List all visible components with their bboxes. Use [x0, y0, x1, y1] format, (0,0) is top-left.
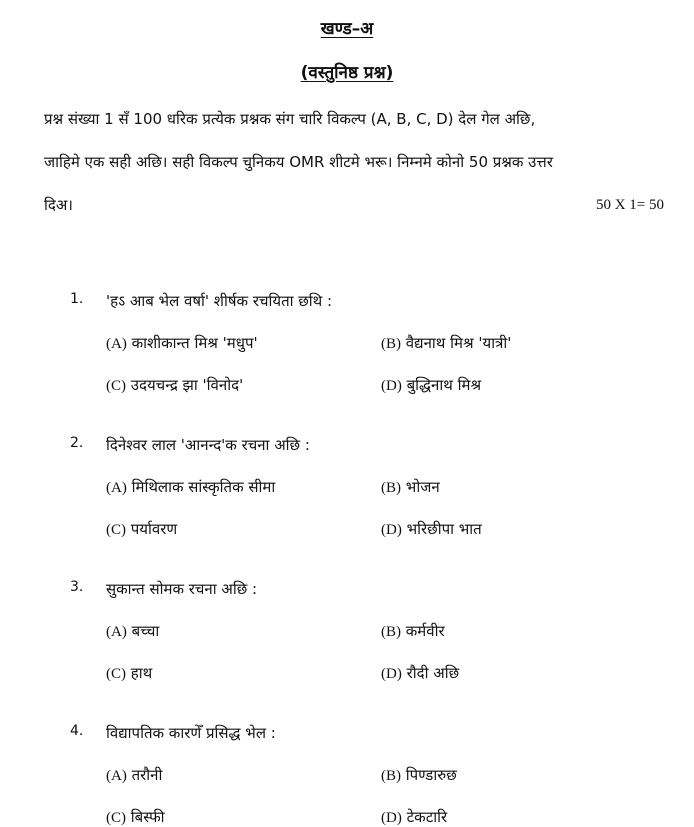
option-key: (C) [106, 810, 126, 826]
option-c [106, 807, 165, 827]
option-text: पिण्डारुछ [405, 766, 457, 784]
option-key: (C) [106, 522, 126, 538]
option-b [381, 765, 457, 785]
section-subtitle [0, 60, 694, 83]
option-a [106, 333, 258, 353]
option-key: (B) [381, 480, 401, 496]
option-text: हाथ [130, 664, 153, 682]
option-text: बच्चा [131, 622, 160, 640]
instructions-line-3-row [44, 184, 664, 227]
option-key: (B) [381, 768, 401, 784]
instructions-line-1: प्रश्न संख्या 1 सँ 100 धरिक प्रत्येक प्रश्नक संग चारि विकल्प (A, B, C, D) देल गेल अछि, [44, 110, 536, 128]
option-c [106, 375, 243, 395]
question-text: 'हऽ आब भेल वर्षा' शीर्षक रचयिता छथि : [106, 292, 333, 310]
option-key: (B) [381, 624, 401, 640]
option-text: तरौनी [131, 766, 163, 784]
option-text: बुद्धिनाथ मिश्र [406, 376, 482, 394]
question-number: 2. [70, 435, 84, 451]
option-text: कर्मवीर [405, 622, 445, 640]
option-d [381, 663, 459, 683]
option-text: भरिछीपा भात [406, 520, 482, 538]
marks-allocation: 50 X 1= 50 [595, 197, 664, 213]
instructions-line-2: जाहिमे एक सही अछि। सही विकल्प चुनिकय OMR शीटमे भरू। निम्नमे कोनो 50 प्रश्नक उत्तर [44, 153, 553, 171]
question-number: 3. [70, 579, 84, 595]
option-key: (A) [106, 480, 127, 496]
option-text: भोजन [405, 478, 440, 496]
option-text: रौदी अछि [406, 664, 460, 682]
option-key: (C) [106, 666, 126, 682]
option-key: (A) [106, 336, 127, 352]
option-c [106, 519, 177, 539]
option-key: (A) [106, 768, 127, 784]
question-number: 4. [70, 723, 84, 739]
option-text: वैद्यनाथ मिश्र 'यात्री' [405, 334, 512, 352]
option-d [381, 375, 481, 395]
option-text: पर्यावरण [130, 520, 178, 538]
section-heading-text: खण्ड–अ [320, 19, 374, 39]
option-text: काशीकान्त मिश्र 'मधुप' [131, 334, 258, 352]
option-text: बिस्फी [130, 808, 165, 826]
instructions-line-3: दिअ। [44, 196, 73, 214]
section-heading [0, 16, 694, 39]
option-key: (D) [381, 666, 402, 682]
question-number: 1. [70, 291, 84, 307]
question-text: विद्यापतिक कारणेँ प्रसिद्ध भेल : [106, 724, 276, 742]
option-a [106, 765, 162, 785]
question-text: सुकान्त सोमक रचना अछि : [106, 580, 258, 598]
option-key: (A) [106, 624, 127, 640]
option-text: टेकटारि [406, 808, 448, 826]
option-d [381, 807, 447, 827]
option-text: उदयचन्द्र झा 'विनोद' [130, 376, 244, 394]
section-subtitle-text: (वस्तुनिष्ठ प्रश्न) [300, 63, 394, 83]
option-b [381, 333, 511, 353]
option-a [106, 621, 159, 641]
instructions-paragraph [44, 98, 664, 227]
option-key: (D) [381, 810, 402, 826]
option-key: (D) [381, 522, 402, 538]
option-c [106, 663, 152, 683]
option-b [381, 621, 445, 641]
option-a [106, 477, 275, 497]
option-key: (C) [106, 378, 126, 394]
option-key: (D) [381, 378, 402, 394]
option-b [381, 477, 440, 497]
option-d [381, 519, 482, 539]
option-text: मिथिलाक सांस्कृतिक सीमा [131, 478, 276, 496]
question-text: दिनेश्वर लाल 'आनन्द'क रचना अछि : [106, 436, 310, 454]
option-key: (B) [381, 336, 401, 352]
